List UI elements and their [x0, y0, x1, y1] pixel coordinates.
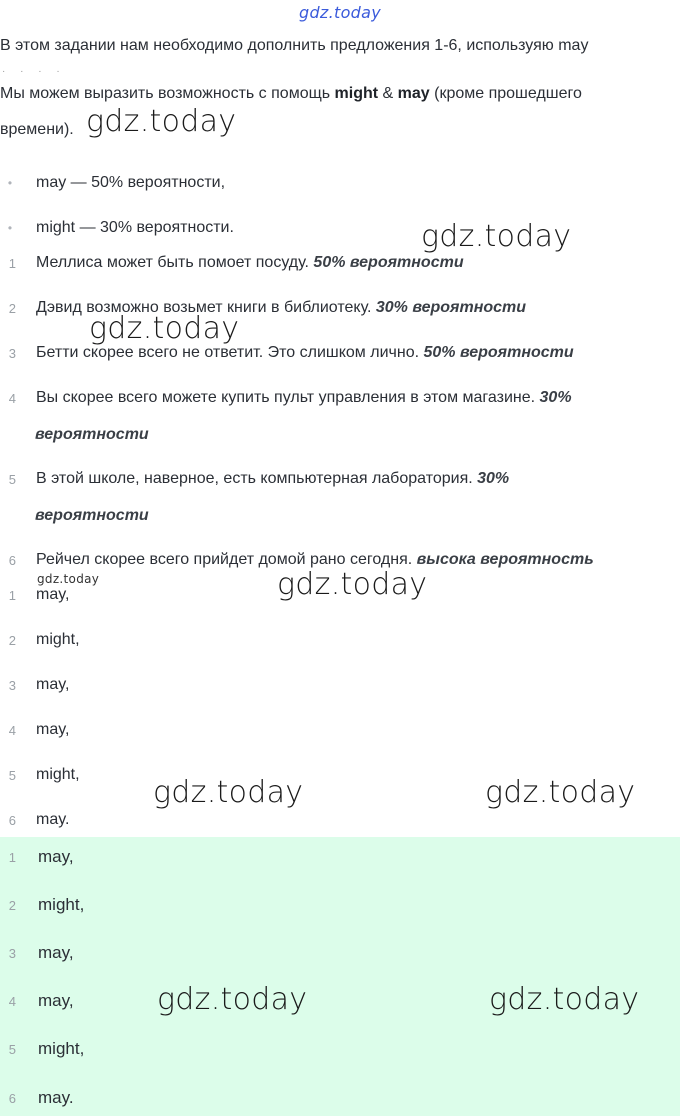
green-answer-item: 5 might, [8, 1039, 85, 1058]
intro-line-2: Мы можем выразить возможность с помощь might & may (кроме прошедшего [0, 85, 582, 102]
watermark: gdz.today [485, 775, 636, 810]
sentence-item: 6 Рейчел скорее всего прийдет домой рано сегодня. высока вероятность [8, 551, 594, 568]
watermark: gdz.today [489, 982, 640, 1017]
green-answer-item: 2 might, [8, 895, 85, 914]
intro-line-1: В этом задании нам необходимо дополнить предложения 1-6, используяю may [0, 37, 589, 54]
watermark: gdz.today [89, 311, 240, 346]
watermark: gdz.today [153, 775, 304, 810]
answer-item: 6 may. [8, 811, 70, 828]
sentence-item: 3 Бетти скорее всего не ответит. Это слишком лично. 50% вероятности [8, 344, 574, 361]
bullet-dot-icon: • [7, 176, 13, 190]
watermark: gdz.today [421, 219, 572, 254]
sentence-continuation: вероятности [35, 426, 149, 443]
sentence-item: 5 В этой школе, наверное, есть компьютерная лаборатория. 30% [8, 470, 510, 487]
watermark: gdz.today [157, 982, 308, 1017]
answer-block [0, 837, 680, 1116]
watermark: gdz.today [277, 567, 428, 602]
bullet-item: • might — 30% вероятности. [0, 216, 680, 240]
intro-line-3: времени). [0, 121, 74, 138]
faint-dots: · · · · [2, 66, 66, 77]
answer-item: 5 might, [8, 766, 80, 783]
bullet-item: • may — 50% вероятности, [0, 171, 680, 195]
green-answer-item: 3 may, [8, 943, 74, 962]
sentence-item: 1 Меллиса может быть помоет посуду. 50% вероятности [8, 254, 464, 271]
bullet-dot-icon: • [7, 221, 13, 235]
green-answer-item: 1 may, [8, 847, 74, 866]
answer-item: 1 may, [8, 586, 70, 603]
green-answer-item: 4 may, [8, 991, 74, 1010]
watermark: gdz.today [86, 104, 237, 139]
watermark-top: gdz.today [299, 3, 381, 22]
green-answer-item: 6 may. [8, 1088, 74, 1107]
sentence-item: 4 Вы скорее всего можете купить пульт управления в этом магазине. 30% [8, 389, 572, 406]
answer-item: 4 may, [8, 721, 70, 738]
watermark-small: gdz.today [37, 572, 100, 586]
answer-item: 2 might, [8, 631, 80, 648]
sentence-continuation: вероятности [35, 507, 149, 524]
answer-item: 3 may, [8, 676, 70, 693]
sentence-item: 2 Дэвид возможно возьмет книги в библиотеку. 30% вероятности [8, 299, 527, 316]
